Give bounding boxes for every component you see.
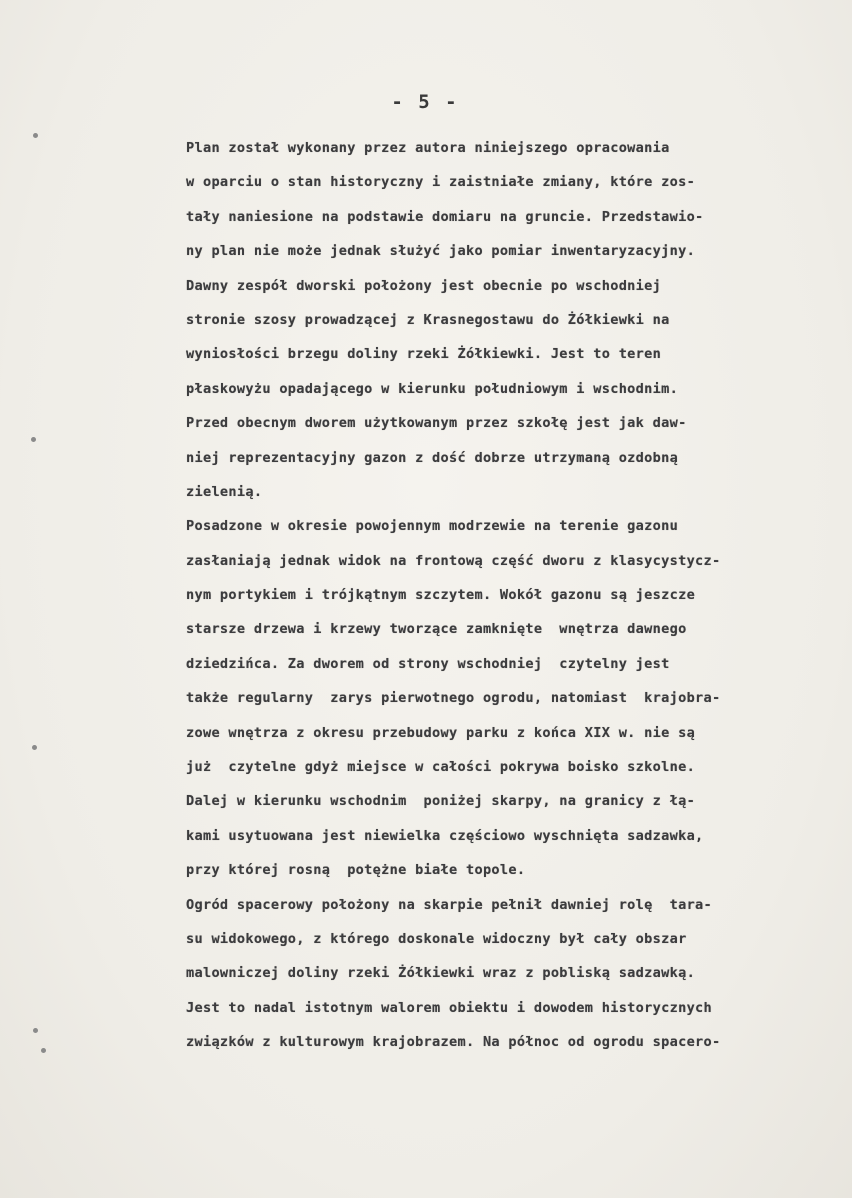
text-line: niej reprezentacyjny gazon z dość dobrze utrzymaną ozdobną (186, 449, 679, 466)
text-line: w oparciu o stan historyczny i zaistniałe zmiany, które zos- (186, 174, 696, 191)
text-line: także regularny zarys pierwotnego ogrodu, natomiast krajobra- (186, 690, 721, 707)
text-line: przy której rosną potężne białe topole. (186, 862, 526, 879)
text-line: Przed obecnym dworem użytkowanym przez szkołę jest jak daw- (186, 415, 687, 432)
text-line: Ogród spacerowy położony na skarpie pełnił dawniej rolę tara- (186, 896, 713, 913)
text-line: dziedzińca. Za dworem od strony wschodniej czytelny jest (186, 655, 670, 672)
text-line: zielenią. (186, 483, 263, 500)
punch-mark (33, 1028, 38, 1033)
text-line: Dalej w kierunku wschodnim poniżej skarpy, na granicy z łą- (186, 793, 696, 810)
page-number: - 5 - (391, 91, 459, 113)
text-line: ny plan nie może jednak służyć jako pomiar inwentaryzacyjny. (186, 243, 696, 260)
text-line: Jest to nadal istotnym walorem obiektu i dowodem historycznych (186, 999, 713, 1016)
text-line: kami usytuowana jest niewielka częściowo wyschnięta sadzawka, (186, 827, 704, 844)
text-line: już czytelne gdyż miejsce w całości pokrywa boisko szkolne. (186, 759, 696, 776)
text-line: zasłaniają jednak widok na frontową część dworu z klasycystycz- (186, 552, 721, 569)
punch-mark (41, 1048, 46, 1053)
text-line: Plan został wykonany przez autora niniejszego opracowania (186, 140, 670, 156)
text-line: Posadzone w okresie powojennym modrzewie na terenie gazonu (186, 518, 679, 535)
text-line: zowe wnętrza z okresu przebudowy parku z końca XIX w. nie są (186, 724, 696, 741)
text-line: malowniczej doliny rzeki Żółkiewki wraz z pobliską sadzawką. (186, 965, 696, 982)
punch-mark (33, 133, 38, 138)
text-line: nym portykiem i trójkątnym szczytem. Wokół gazonu są jeszcze (186, 587, 696, 604)
punch-mark (31, 437, 36, 442)
text-line: tały naniesione na podstawie domiaru na gruncie. Przedstawio- (186, 208, 704, 225)
text-line: su widokowego, z którego doskonale widoczny był cały obszar (186, 930, 687, 947)
text-line: płaskowyżu opadającego w kierunku południowym i wschodnim. (186, 380, 679, 397)
text-line: związków z kulturowym krajobrazem. Na północ od ogrodu spacero- (186, 1034, 721, 1051)
text-line: Dawny zespół dworski położony jest obecnie po wschodniej (186, 277, 662, 294)
typewritten-body (186, 131, 826, 1060)
punch-mark (32, 745, 37, 750)
text-line: wyniosłości brzegu doliny rzeki Żółkiewki. Jest to teren (186, 346, 662, 363)
text-line: stronie szosy prowadzącej z Krasnegostawu do Żółkiewki na (186, 311, 670, 328)
text-line: starsze drzewa i krzewy tworzące zamknięte wnętrza dawnego (186, 621, 687, 638)
